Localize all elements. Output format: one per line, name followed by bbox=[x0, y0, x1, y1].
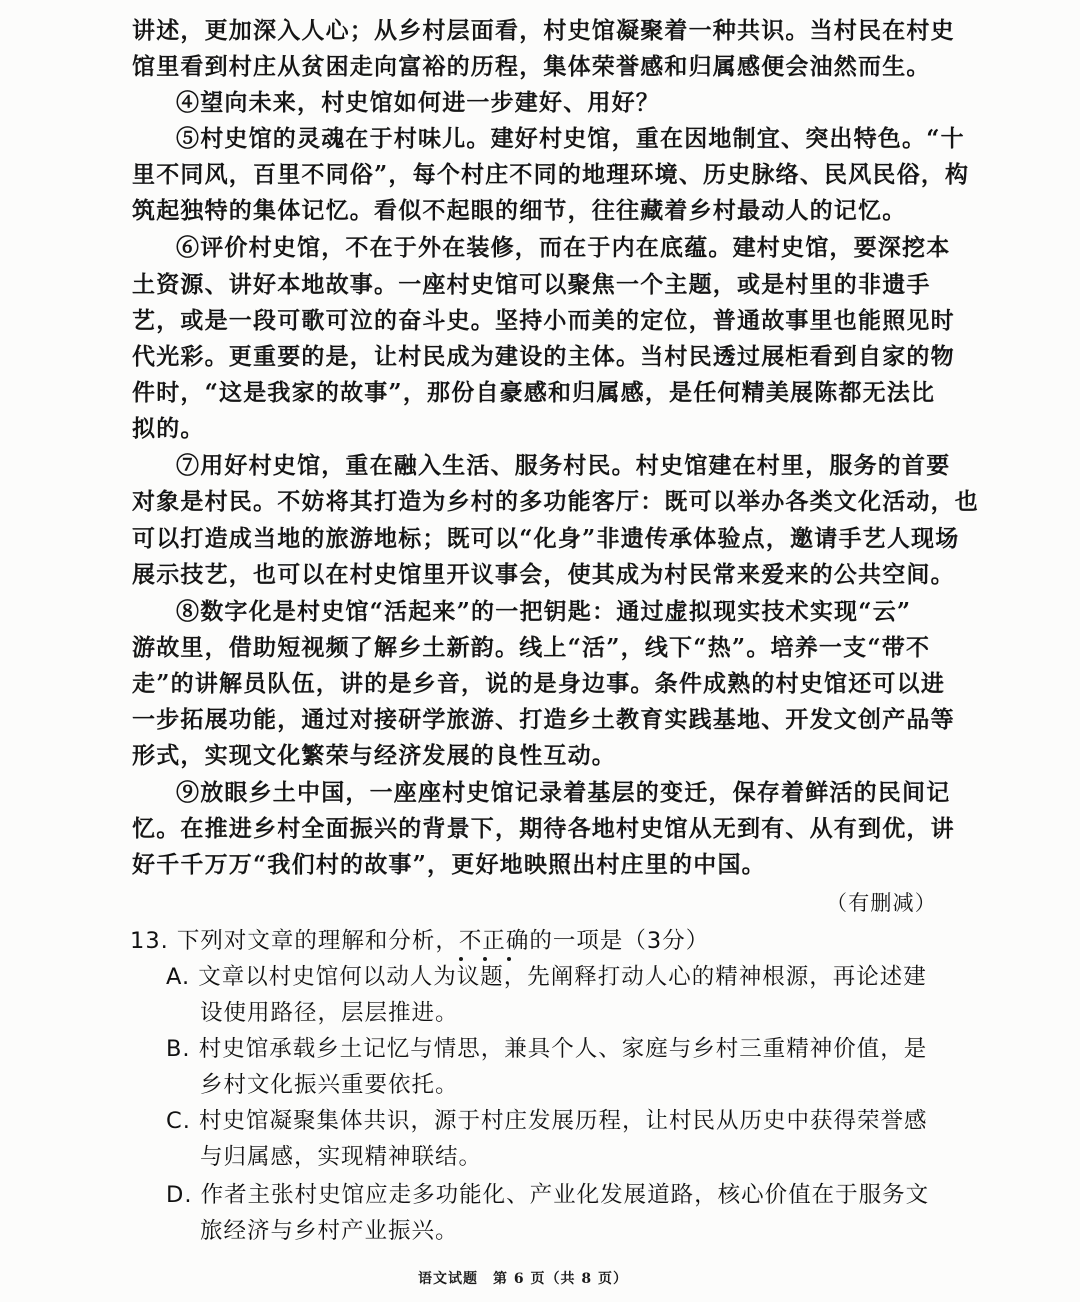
emphasis-dot bbox=[483, 957, 487, 961]
article-line: 游故里，借助短视频了解乡土新韵。线上“活”，线下“热”。培养一支“带不 bbox=[132, 634, 931, 661]
article-line: 筑起独特的集体记忆。看似不起眼的细节，往往藏着乡村最动人的记忆。 bbox=[132, 197, 907, 224]
option-a-line1: A. 文章以村史馆何以动人为议题，先阐释打动人心的精神根源，再论述建 bbox=[166, 964, 927, 990]
option-b-line2: 乡村文化振兴重要依托。 bbox=[200, 1072, 459, 1098]
article-line: 件时，“这是我家的故事”，那份自豪感和归属感，是任何精美展陈都无法比 bbox=[132, 379, 936, 406]
article-line: 对象是村民。不妨将其打造为乡村的多功能客厅：既可以举办各类文化活动，也 bbox=[132, 488, 979, 515]
option-a-line2: 设使用路径，层层推进。 bbox=[200, 1000, 459, 1026]
article-line: ⑦用好村史馆，重在融入生活、服务村民。村史馆建在村里，服务的首要 bbox=[176, 452, 951, 479]
article-line: 一步拓展功能，通过对接研学旅游、打造乡土教育实践基地、开发文创产品等 bbox=[132, 706, 955, 733]
article-line: ⑧数字化是村史馆“活起来”的一把钥匙：通过虚拟现实技术实现“云” bbox=[176, 598, 912, 625]
article-line: 忆。在推进乡村全面振兴的背景下，期待各地村史馆从无到有、从有到优，讲 bbox=[132, 815, 955, 842]
article-line: ④望向未来，村史馆如何进一步建好、用好？ bbox=[176, 89, 660, 116]
article-line: ⑨放眼乡土中国，一座座村史馆记录着基层的变迁，保存着鲜活的民间记 bbox=[176, 779, 951, 806]
article-line: 讲述，更加深入人心；从乡村层面看，村史馆凝聚着一种共识。当村民在村史 bbox=[132, 17, 955, 44]
article-line: 代光彩。更重要的是，让村民成为建设的主体。当村民透过展柜看到自家的物 bbox=[132, 343, 955, 370]
option-c-line1: C. 村史馆凝聚集体共识，源于村庄发展历程，让村民从历史中获得荣誉感 bbox=[166, 1108, 928, 1134]
option-c-line2: 与归属感，实现精神联结。 bbox=[200, 1144, 483, 1170]
page-footer: 语文试题 第 6 页（共 8 页） bbox=[418, 1271, 628, 1287]
article-line: 土资源、讲好本地故事。一座村史馆可以聚焦一个主题，或是村里的非遗手 bbox=[132, 271, 931, 298]
abridged-note: （有删减） bbox=[826, 891, 937, 915]
option-d-line1: D. 作者主张村史馆应走多功能化、产业化发展道路，核心价值在于服务文 bbox=[166, 1182, 930, 1208]
article-line: 形式，实现文化繁荣与经济发展的良性互动。 bbox=[132, 742, 616, 769]
article-line: ⑥评价村史馆，不在于外在装修，而在于内在底蕴。建村史馆，要深挖本 bbox=[176, 234, 951, 261]
article-line: 里不同风，百里不同俗”，每个村庄不同的地理环境、历史脉络、民风民俗，构 bbox=[132, 161, 970, 188]
option-d-line2: 旅经济与乡村产业振兴。 bbox=[200, 1218, 459, 1244]
emphasis-dot bbox=[507, 957, 511, 961]
article-line: ⑤村史馆的灵魂在于村味儿。建好村史馆，重在因地制宜、突出特色。“十 bbox=[176, 125, 965, 152]
question-stem: 13. 下列对文章的理解和分析，不正确的一项是（3分） bbox=[130, 928, 710, 954]
option-b-line1: B. 村史馆承载乡土记忆与情思，兼具个人、家庭与乡村三重精神价值，是 bbox=[166, 1036, 928, 1062]
article-line: 拟的。 bbox=[132, 415, 205, 442]
article-line: 走”的讲解员队伍，讲的是乡音，说的是身边事。条件成熟的村史馆还可以进 bbox=[132, 670, 946, 697]
article-line: 馆里看到村庄从贫困走向富裕的历程，集体荣誉感和归属感便会油然而生。 bbox=[132, 53, 931, 80]
emphasis-dot bbox=[459, 957, 463, 961]
article-line: 好千千万万“我们村的故事”，更好地映照出村庄里的中国。 bbox=[132, 851, 766, 878]
article-line: 展示技艺，也可以在村史馆里开议事会，使其成为村民常来爱来的公共空间。 bbox=[132, 561, 955, 588]
article-line: 可以打造成当地的旅游地标；既可以“化身”非遗传承体验点，邀请手艺人现场 bbox=[132, 525, 960, 552]
article-line: 艺，或是一段可歌可泣的奋斗史。坚持小而美的定位，普通故事里也能照见时 bbox=[132, 307, 955, 334]
